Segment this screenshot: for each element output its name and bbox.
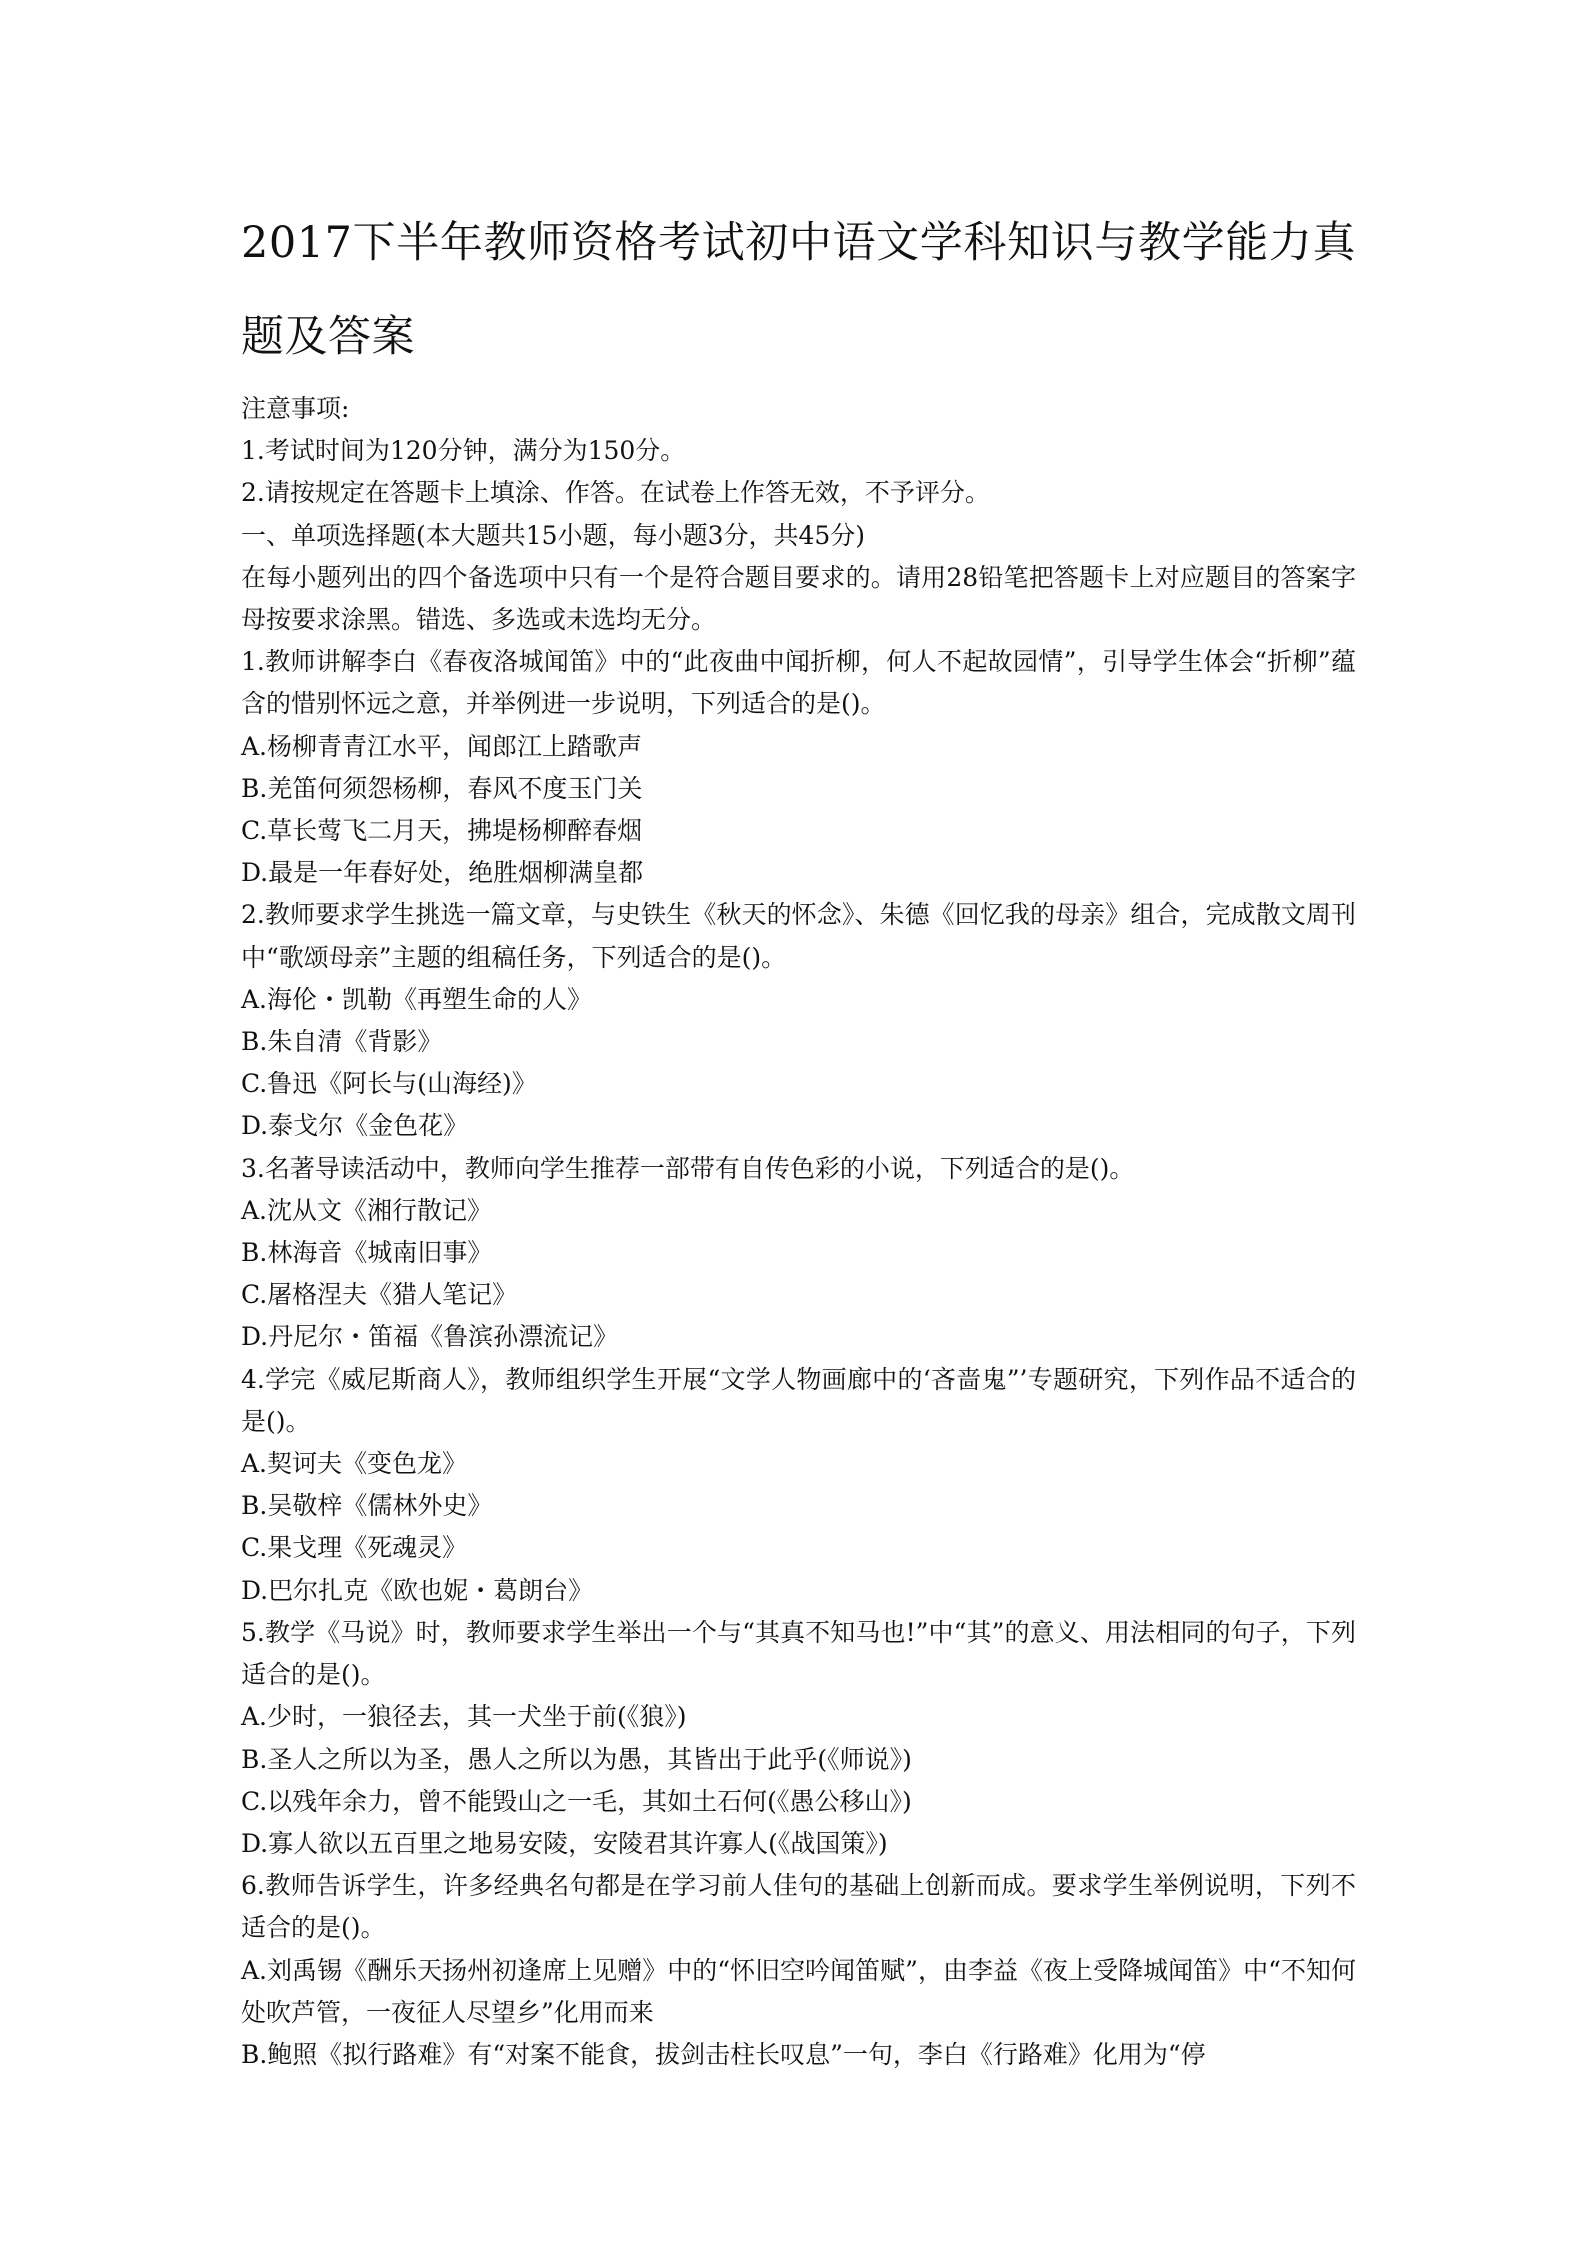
section-heading: 一、单项选择题(本大题共15小题，每小题3分，共45分) (241, 520, 866, 550)
question-option: C.果戈理《死魂灵》 (241, 1533, 468, 1563)
question-option: D.寡人欲以五百里之地易安陵，安陵君其许寡人(《战国策》) (241, 1828, 888, 1858)
question-option: A.海伦・凯勒《再塑生命的人》 (241, 984, 593, 1014)
document-body (241, 388, 1356, 2076)
question-stem: 2.教师要求学生挑选一篇文章，与史铁生《秋天的怀念》、朱德《回忆我的母亲》组合，完成散文周刊中“歌颂母亲”主题的组稿任务，下列适合的是()。 (241, 900, 1356, 972)
question-option: C.鲁迅《阿长与(山海经)》 (241, 1069, 537, 1099)
question-stem: 5.教学《马说》时，教师要求学生举出一个与“其真不知马也!”中“其”的意义、用法相同的句子，下列适合的是()。 (241, 1617, 1356, 1690)
question-option: B.吴敬梓《儒林外史》 (241, 1491, 493, 1521)
question-option: B.鲍照《拟行路难》有“对案不能食，拔剑击柱长叹息”一句，李白《行路难》化用为“停 (241, 2039, 1206, 2069)
document-content (241, 196, 1356, 2076)
question-stem: 6.教师告诉学生，许多经典名句都是在学习前人佳句的基础上创新而成。要求学生举例说明，下列不适合的是()。 (241, 1871, 1356, 1943)
question-option: D.丹尼尔・笛福《鲁滨孙漂流记》 (241, 1322, 619, 1352)
question-stem: 4.学完《威尼斯商人》，教师组织学生开展“文学人物画廊中的‘吝啬鬼”’专题研究，下列作品不适合的是()。 (241, 1364, 1356, 1436)
notice-heading: 注意事项: (241, 394, 350, 423)
question-option: C.屠格涅夫《猎人笔记》 (241, 1280, 518, 1310)
notice-item: 2.请按规定在答题卡上填涂、作答。在试卷上作答无效，不予评分。 (241, 478, 990, 508)
document-title: 2017下半年教师资格考试初中语文学科知识与教学能力真题及答案 (241, 218, 1356, 362)
question-option: B.林海音《城南旧事》 (241, 1238, 493, 1268)
question-option: C.以残年余力，曾不能毁山之一毛，其如土石何(《愚公移山》) (241, 1786, 912, 1816)
question-option: D.最是一年春好处，绝胜烟柳满皇都 (241, 858, 644, 888)
question-option: B.朱自清《背影》 (241, 1027, 443, 1057)
question-option: A.刘禹锡《酬乐天扬州初逢席上见赠》中的“怀旧空吟闻笛赋”，由李益《夜上受降城闻笛》中“不知何处吹芦管，一夜征人尽望乡”化用而来 (241, 1955, 1356, 2027)
question-option: C.草长莺飞二月天，拂堤杨柳醉春烟 (241, 816, 643, 846)
question-option: B.圣人之所以为圣，愚人之所以为愚，其皆出于此乎(《师说》) (241, 1744, 912, 1774)
question-option: A.契诃夫《变色龙》 (241, 1449, 468, 1479)
question-option: A.沈从文《湘行散记》 (241, 1195, 493, 1225)
notice-item: 1.考试时间为120分钟，满分为150分。 (241, 436, 686, 466)
question-stem: 1.教师讲解李白《春夜洛城闻笛》中的“此夜曲中闻折柳，何人不起故园情”，引导学生体会“折柳”蕴含的惜别怀远之意，并举例进一步说明，下列适合的是()。 (241, 647, 1356, 719)
section-instruction: 在每小题列出的四个备选项中只有一个是符合题目要求的。请用28铅笔把答题卡上对应题目的答案字母按要求涂黑。错选、多选或未选均无分。 (241, 562, 1356, 635)
question-option: A.少时，一狼径去，其一犬坐于前(《狼》) (241, 1702, 687, 1732)
question-option: B.羌笛何须怨杨柳，春风不度玉门关 (241, 773, 643, 803)
question-option: D.泰戈尔《金色花》 (241, 1111, 469, 1141)
question-option: A.杨柳青青江水平，闻郎江上踏歌声 (241, 731, 643, 761)
question-option: D.巴尔扎克《欧也妮・葛朗台》 (241, 1575, 594, 1605)
question-stem: 3.名著导读活动中，教师向学生推荐一部带有自传色彩的小说，下列适合的是()。 (241, 1153, 1135, 1183)
